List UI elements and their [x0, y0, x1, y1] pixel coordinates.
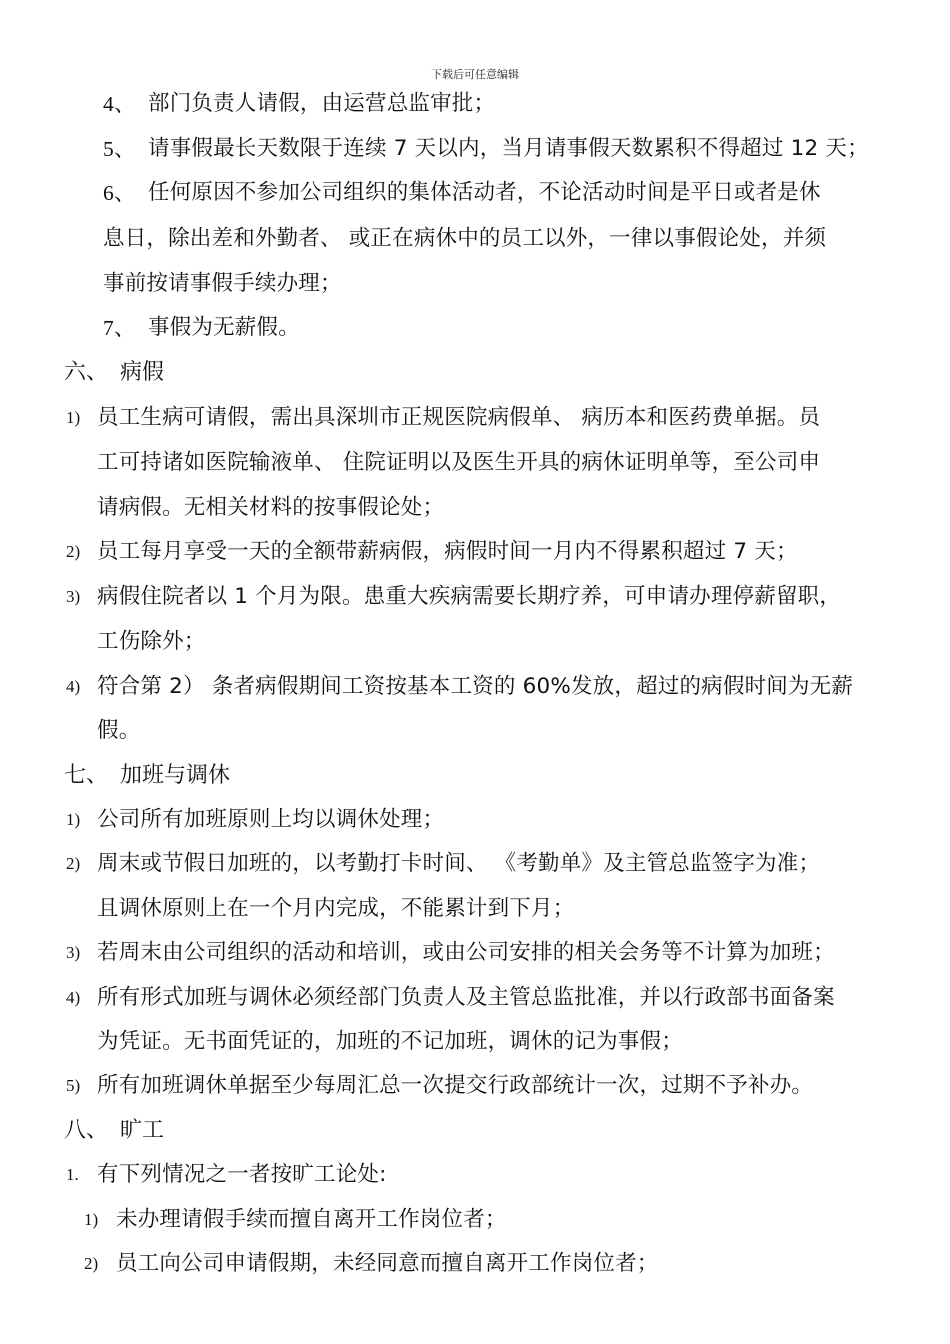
section-title: 病假: [120, 360, 165, 385]
item-number: 5、: [103, 137, 136, 161]
item-text: 息日，除出差和外勤者、 或正在病休中的员工以外，一律以事假论处，并须: [103, 226, 827, 251]
item-text: 员工生病可请假，需出具深圳市正规医院病假单、 病历本和医药费单据。员: [97, 405, 821, 430]
item-number: 6、: [103, 181, 136, 205]
section-number: 七、: [64, 763, 109, 788]
item-text: 若周末由公司组织的活动和培训，或由公司安排的相关会务等不计算为加班；: [97, 940, 835, 965]
item-text: 假。: [97, 718, 141, 743]
item-text: 病假住院者以 1 个月为限。患重大疾病需要长期疗养，可申请办理停薪留职，: [97, 584, 842, 609]
item-number: 3): [66, 587, 81, 606]
item-number: 7、: [103, 316, 136, 340]
item-number: 1.: [66, 1165, 79, 1184]
item-text: 部门负责人请假，由运营总监审批；: [148, 91, 496, 116]
item-text: 所有形式加班与调休必须经部门负责人及主管总监批准，并以行政部书面备案: [97, 985, 835, 1010]
section-title: 加班与调休: [120, 763, 231, 788]
item-text: 为凭证。无书面凭证的，加班的不记加班，调休的记为事假；: [97, 1029, 683, 1054]
item-text: 工伤除外；: [97, 629, 206, 654]
subitem-number: 2): [84, 1254, 99, 1273]
subitem-number: 1): [84, 1210, 99, 1229]
item-text: 符合第 2） 条者病假期间工资按基本工资的 60%发放，超过的病假时间为无薪: [97, 674, 854, 699]
section-title: 旷工: [120, 1118, 165, 1143]
item-text: 事假为无薪假。: [148, 315, 300, 340]
section-number: 六、: [64, 360, 109, 385]
item-number: 2): [66, 854, 81, 873]
item-text: 任何原因不参加公司组织的集体活动者，不论活动时间是平日或者是休: [148, 180, 821, 205]
item-number: 3): [66, 943, 81, 962]
item-number: 4、: [103, 92, 136, 116]
item-text: 公司所有加班原则上均以调休处理；: [97, 807, 445, 832]
header-note: 下载后可任意编辑: [431, 68, 519, 81]
item-text: 所有加班调休单据至少每周汇总一次提交行政部统计一次，过期不予补办。: [97, 1073, 814, 1098]
subitem-text: 未办理请假手续而擅自离开工作岗位者；: [116, 1207, 507, 1232]
item-number: 2): [66, 542, 81, 561]
item-number: 5): [66, 1076, 81, 1095]
item-number: 4): [66, 988, 81, 1007]
item-text: 工可持诸如医院输液单、 住院证明以及医生开具的病休证明单等，至公司申: [97, 450, 821, 475]
item-number: 1): [66, 810, 81, 829]
item-text: 员工每月享受一天的全额带薪病假，病假时间一月内不得累积超过 7 天；: [97, 539, 798, 564]
item-text: 且调休原则上在一个月内完成，不能累计到下月；: [97, 896, 575, 921]
item-text: 有下列情况之一者按旷工论处:: [97, 1162, 387, 1187]
item-number: 1): [66, 408, 81, 427]
subitem-text: 员工向公司申请假期，未经同意而擅自离开工作岗位者；: [116, 1251, 659, 1276]
item-text: 事前按请事假手续办理；: [103, 271, 342, 296]
item-number: 4): [66, 677, 81, 696]
item-text: 周末或节假日加班的，以考勤打卡时间、 《考勤单》及主管总监签字为准；: [97, 851, 821, 876]
item-text: 请病假。无相关材料的按事假论处；: [97, 495, 445, 520]
item-text: 请事假最长天数限于连续 7 天以内，当月请事假天数累积不得超过 12 天；: [148, 136, 869, 161]
section-number: 八、: [64, 1118, 109, 1143]
